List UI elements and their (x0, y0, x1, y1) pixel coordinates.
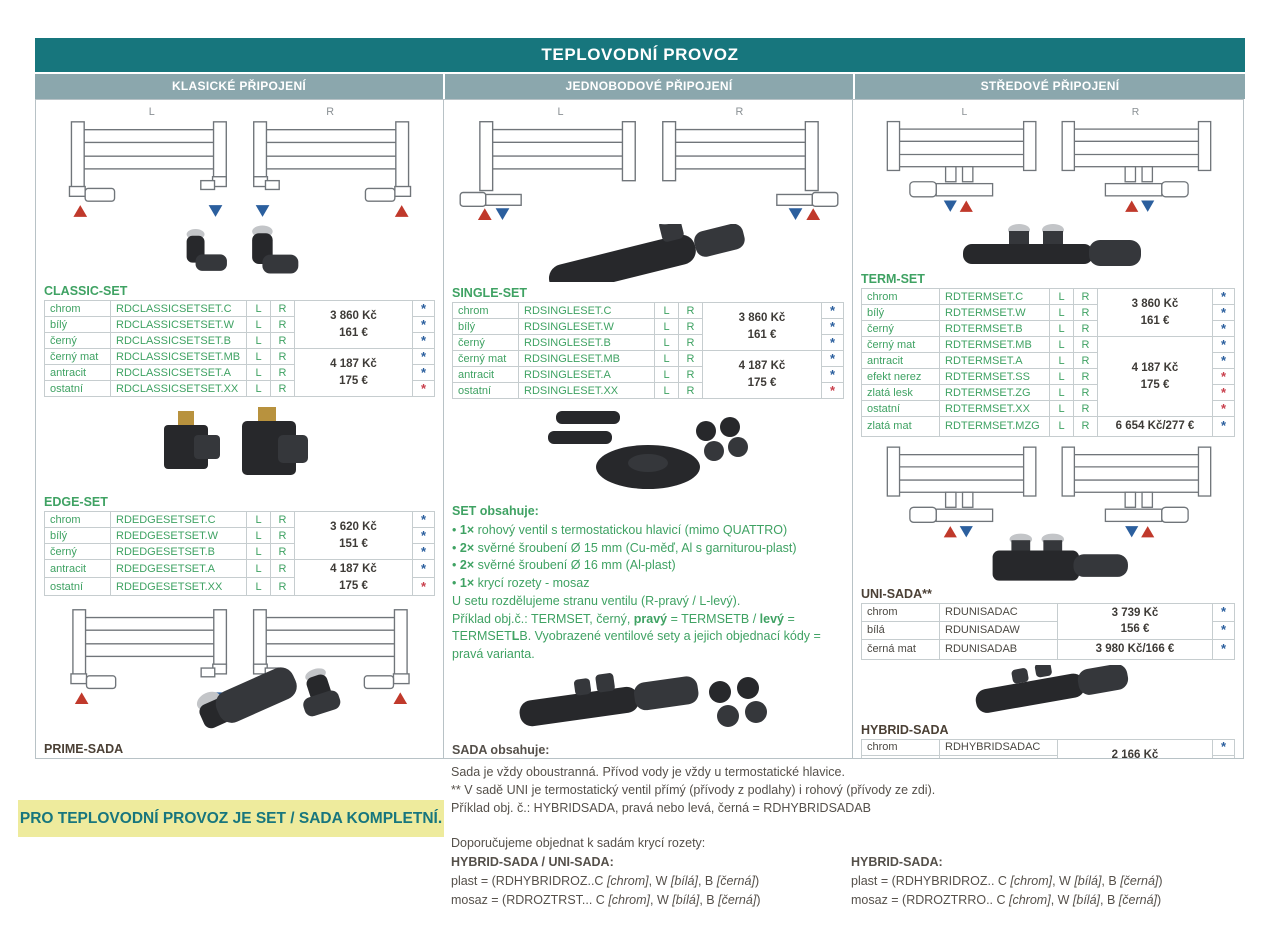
availability-star-icon: * (822, 383, 844, 399)
column-header-klasicke: KLASICKÉ PŘIPOJENÍ (35, 74, 443, 99)
red-up-triangle-icon (944, 526, 957, 537)
set-info-bullet: • 2× svěrné šroubení Ø 16 mm (Al-plast) (452, 558, 676, 573)
rozety-block-a-title: HYBRID-SADA / UNI-SADA: (451, 855, 614, 869)
cell-color-name: bílý (45, 528, 111, 544)
cell-price: 3 980 Kč/166 € (1058, 640, 1213, 660)
diagram-label-l: L (557, 105, 564, 118)
cell-left-variant: L (1050, 369, 1074, 385)
spec-table (44, 758, 435, 759)
cell-color-name: černý (45, 544, 111, 560)
cell-right-variant: R (1074, 353, 1098, 369)
single-connection-diagram (452, 104, 846, 222)
cell-left-variant: L (247, 349, 271, 365)
availability-star-icon: * (1213, 305, 1235, 321)
cell-order-code: RDCLASSICSETSET.XX (111, 381, 247, 397)
note-oboustranna: Sada je vždy oboustranná. Přívod vody je vždy u termostatické hlavice. (451, 765, 845, 779)
table-row (45, 349, 435, 365)
bottom-notes (451, 763, 1171, 817)
cell-price: 4 187 Kč 175 € (295, 560, 413, 596)
cell-color-name: černá mat (862, 640, 940, 660)
cell-right-variant: R (271, 544, 295, 560)
cell-color-name: černý (453, 335, 519, 351)
content-frame (35, 38, 1245, 759)
cell-left-variant: L (247, 301, 271, 317)
rozety-block-a-plast: plast = (RDHYBRIDROZ..C [chrom], W [bílá], B [černá]) (451, 873, 760, 888)
availability-star-icon: * (413, 544, 435, 560)
blue-down-triangle-icon (496, 208, 510, 220)
cell-left-variant: L (247, 544, 271, 560)
table-row (862, 739, 1235, 755)
availability-star-icon: * (413, 560, 435, 578)
prime-sada-table (44, 758, 435, 759)
set-info-bullet: • 1× rohový ventil s termostatickou hlavicí (mimo QUATTRO) (452, 522, 788, 537)
cell-order-code: RDEDGESETSET.W (111, 528, 247, 544)
set-info-para2: Příklad obj.č.: TERMSET, černý, pravý = TERMSETB / levý = TERMSETLB. Vyobrazené ventilové sety a jejich objednací kódy = pravá varianta. (452, 611, 821, 661)
red-up-triangle-icon (393, 693, 407, 705)
cell-price: 3 860 Kč 161 € (1098, 289, 1213, 337)
cell-order-code: RDSINGLESET.XX (519, 383, 655, 399)
cell-price: 4 187 Kč 175 € (1098, 337, 1213, 417)
classic-connection-diagram (44, 104, 436, 222)
classic-set-title: CLASSIC-SET (44, 284, 128, 298)
set-info-title: SET obsahuje: (452, 504, 539, 518)
cell-price: 2 166 Kč (1058, 739, 1213, 759)
table-row (45, 512, 435, 528)
cell-left-variant: L (1050, 353, 1074, 369)
cell-right-variant: R (679, 319, 703, 335)
cell-order-code: RDUNISADAB (940, 640, 1058, 660)
cell-order-code: RDTERMSET.A (940, 353, 1050, 369)
cell-right-variant: R (271, 512, 295, 528)
availability-star-icon: * (1213, 401, 1235, 417)
hybrid-sada-photo (948, 665, 1148, 719)
cell-right-variant: R (1074, 305, 1098, 321)
cell-price: 3 860 Kč 161 € (295, 301, 413, 349)
availability-star-icon: * (1213, 417, 1235, 437)
availability-star-icon: * (413, 301, 435, 317)
cell-left-variant: L (247, 365, 271, 381)
edge-set-table (44, 511, 435, 596)
cell-left-variant: L (247, 560, 271, 578)
cell-right-variant: R (271, 578, 295, 596)
cell-left-variant: L (655, 351, 679, 367)
set-info-bullet: • 2× svěrné šroubení Ø 15 mm (Cu-měď, Al s garniturou-plast) (452, 540, 797, 555)
cell-color-name: bílý (862, 305, 940, 321)
set-info-bullet: • 1× krycí rozety - mosaz (452, 576, 590, 590)
hybrid-sada-table (861, 739, 1235, 759)
cell-color-name: černý mat (862, 337, 940, 353)
spec-table (861, 603, 1235, 660)
cell-order-code: RDTERMSET.B (940, 321, 1050, 337)
cell-color-name: zlatá lesk (862, 385, 940, 401)
availability-star-icon: * (1213, 369, 1235, 385)
spec-table (44, 300, 435, 397)
blue-down-triangle-icon (1125, 526, 1138, 537)
uni-sada-title: UNI-SADA** (861, 586, 932, 601)
table-row (453, 303, 844, 319)
rozety-block-a-mosaz: mosaz = (RDROZTRST... C [chrom], W [bílá], B [černá]) (451, 892, 761, 907)
red-up-triangle-icon (806, 208, 820, 220)
cell-order-code: RDTERMSET.SS (940, 369, 1050, 385)
cell-left-variant: L (655, 303, 679, 319)
availability-star-icon: * (1213, 353, 1235, 369)
diagram-label-r: R (1131, 107, 1140, 118)
recommend-note: Doporučujeme objednat k sadám krycí rozety: (451, 836, 706, 850)
cell-left-variant: L (655, 367, 679, 383)
availability-star-icon: * (822, 367, 844, 383)
cell-color-name: chrom (862, 289, 940, 305)
availability-star-icon: * (413, 333, 435, 349)
cell-right-variant: R (679, 367, 703, 383)
column-header-jednobodove: JEDNOBODOVÉ PŘIPOJENÍ (445, 74, 853, 99)
availability-star-icon: * (413, 317, 435, 333)
diagram-label-l: L (148, 105, 155, 118)
cell-order-code: RDSINGLESET.A (519, 367, 655, 383)
cell-order-code: RDHYBRIDSADAC (940, 739, 1058, 755)
term-connection-diagram (861, 104, 1237, 220)
red-up-triangle-icon (395, 205, 409, 217)
cell-color-name: černý (45, 333, 111, 349)
uni-connection-diagram (861, 441, 1237, 583)
uni-sada-photo (993, 533, 1128, 580)
term-set-table (861, 288, 1235, 437)
prime-sada-title: PRIME-SADA (44, 742, 124, 757)
cell-color-name: černý (862, 321, 940, 337)
sada-info-title: SADA obsahuje: (452, 742, 550, 757)
cell-left-variant: L (247, 578, 271, 596)
single-set-table (452, 302, 844, 399)
single-set-title: SINGLE-SET (452, 286, 528, 300)
cell-order-code: RDTERMSET.W (940, 305, 1050, 321)
column-headers (35, 74, 1245, 99)
cell-order-code: RDUNISADAW (940, 621, 1058, 639)
availability-star-icon: * (1213, 289, 1235, 305)
cell-left-variant: L (247, 317, 271, 333)
blue-down-triangle-icon (1141, 201, 1154, 212)
uni-sada-table (861, 603, 1235, 660)
cell-right-variant: R (679, 303, 703, 319)
availability-star-icon: * (1213, 621, 1235, 639)
red-up-triangle-icon (75, 693, 89, 705)
single-set-photo (528, 224, 768, 282)
cell-left-variant: L (1050, 337, 1074, 353)
availability-star-icon: * (413, 528, 435, 544)
diagram-label-l: L (961, 107, 968, 118)
set-info-para1: U setu rozdělujeme stranu ventilu (R-pravý / L-levý). (452, 593, 741, 608)
cell-color-name: chrom (45, 301, 111, 317)
availability-star-icon: * (413, 578, 435, 596)
page-title: TEPLOVODNÍ PROVOZ (35, 38, 1245, 72)
blue-down-triangle-icon (209, 205, 223, 217)
cell-price: 4 187 Kč 175 € (703, 351, 822, 399)
cell-order-code: RDEDGESETSET.B (111, 544, 247, 560)
availability-star-icon: * (413, 349, 435, 365)
cell-right-variant: R (271, 301, 295, 317)
availability-star-icon (1213, 755, 1235, 759)
cell-left-variant: L (247, 512, 271, 528)
table-row (45, 560, 435, 578)
cell-right-variant: R (271, 333, 295, 349)
cell-left-variant: L (247, 528, 271, 544)
cell-color-name: antracit (45, 560, 111, 578)
availability-star-icon: * (1213, 739, 1235, 755)
cell-right-variant: R (271, 349, 295, 365)
availability-star-icon: * (413, 365, 435, 381)
cell-color-name: ostatní (45, 381, 111, 397)
note-priklad: Příklad obj. č.: HYBRIDSADA, pravá nebo levá, černá = RDHYBRIDSADAB (451, 801, 871, 816)
availability-star-icon: * (1213, 337, 1235, 353)
cell-right-variant: R (271, 365, 295, 381)
cell-order-code: RDEDGESETSET.C (111, 512, 247, 528)
cell-order-code: RDEDGESETSET.A (111, 560, 247, 578)
set-info-block (452, 503, 844, 664)
cell-color-name: chrom (453, 303, 519, 319)
cell-left-variant: L (1050, 417, 1074, 437)
availability-star-icon: * (822, 351, 844, 367)
column-stredove (852, 99, 1244, 759)
hybrid-sada-title: HYBRID-SADA (861, 722, 949, 737)
cell-order-code: RDTERMSET.XX (940, 401, 1050, 417)
cell-right-variant: R (271, 528, 295, 544)
availability-star-icon: * (822, 335, 844, 351)
blue-down-triangle-icon (789, 208, 803, 220)
cell-order-code: RDCLASSICSETSET.A (111, 365, 247, 381)
cell-color-name: antracit (862, 353, 940, 369)
rozety-block-hybrid (851, 853, 1241, 909)
cell-right-variant: R (679, 335, 703, 351)
cell-right-variant: R (1074, 417, 1098, 437)
cell-right-variant: R (679, 383, 703, 399)
table-row (453, 351, 844, 367)
cell-left-variant: L (1050, 289, 1074, 305)
sada-info-block (452, 742, 844, 759)
cell-price: 6 654 Kč/277 € (1098, 417, 1213, 437)
cell-right-variant: R (679, 351, 703, 367)
table-row (862, 603, 1235, 621)
availability-star-icon: * (1213, 321, 1235, 337)
rozety-block-b-plast: plast = (RDHYBRIDROZ.. C [chrom], W [bílá], B [černá]) (851, 873, 1163, 888)
spec-table (44, 511, 435, 596)
cell-color-name: bílá (862, 621, 940, 639)
cell-order-code: RDTERMSET.C (940, 289, 1050, 305)
availability-star-icon: * (822, 319, 844, 335)
rozety-block-hybrid-uni (451, 853, 841, 909)
cell-order-code (940, 755, 1058, 759)
red-up-triangle-icon (960, 201, 973, 212)
availability-star-icon: * (413, 381, 435, 397)
cell-order-code: RDCLASSICSETSET.B (111, 333, 247, 349)
rozety-block-b-title: HYBRID-SADA: (851, 855, 943, 869)
cell-right-variant: R (1074, 385, 1098, 401)
column-jednobodove (443, 99, 853, 759)
cell-color-name: bílý (453, 319, 519, 335)
edge-set-photo (150, 405, 330, 491)
cell-left-variant: L (1050, 385, 1074, 401)
cell-color-name: chrom (45, 512, 111, 528)
cell-color-name (862, 755, 940, 759)
cell-order-code: RDSINGLESET.B (519, 335, 655, 351)
cell-left-variant: L (1050, 401, 1074, 417)
cell-order-code: RDCLASSICSETSET.W (111, 317, 247, 333)
cell-order-code: RDEDGESETSET.XX (111, 578, 247, 596)
cell-color-name: efekt nerez (862, 369, 940, 385)
cell-order-code: RDCLASSICSETSET.C (111, 301, 247, 317)
cell-right-variant: R (1074, 369, 1098, 385)
cell-left-variant: L (655, 319, 679, 335)
red-up-triangle-icon (73, 205, 87, 217)
cell-order-code: RDTERMSET.ZG (940, 385, 1050, 401)
set-parts-photo (528, 405, 768, 499)
cell-color-name: zlatá mat (862, 417, 940, 437)
column-klasicke (35, 99, 444, 759)
cell-order-code: RDUNISADAC (940, 603, 1058, 621)
cell-price: 3 739 Kč 156 € (1058, 603, 1213, 639)
cell-color-name: černý mat (45, 349, 111, 365)
diagram-label-r: R (735, 105, 744, 118)
availability-star-icon: * (1213, 603, 1235, 621)
cell-right-variant: R (271, 317, 295, 333)
cell-price: 3 620 Kč 151 € (295, 512, 413, 560)
term-set-photo (933, 222, 1163, 268)
cell-color-name: bílý (45, 317, 111, 333)
cell-right-variant: R (271, 381, 295, 397)
cell-order-code: RDTERMSET.MZG (940, 417, 1050, 437)
cell-left-variant: L (247, 381, 271, 397)
cell-left-variant: L (1050, 321, 1074, 337)
cell-left-variant: L (655, 335, 679, 351)
cell-right-variant: R (1074, 337, 1098, 353)
table-row (45, 301, 435, 317)
table-row (862, 640, 1235, 660)
column-header-stredove: STŘEDOVÉ PŘIPOJENÍ (855, 74, 1245, 99)
availability-star-icon: * (1213, 640, 1235, 660)
availability-star-icon: * (822, 303, 844, 319)
classic-set-photo (140, 224, 340, 280)
spec-table (861, 288, 1235, 437)
edge-set-title: EDGE-SET (44, 495, 108, 509)
prime-connection-diagram (44, 602, 436, 738)
diagram-label-r: R (326, 105, 335, 118)
table-row (862, 337, 1235, 353)
note-uni: ** V sadě UNI je termostatický ventil přímý (přívody z podlahy) i rohový (přívody ze zdi). (451, 783, 936, 798)
cell-color-name: antracit (45, 365, 111, 381)
spec-table (452, 302, 844, 399)
blue-down-triangle-icon (944, 201, 957, 212)
cell-color-name: chrom (862, 739, 940, 755)
cell-left-variant: L (1050, 305, 1074, 321)
red-up-triangle-icon (1141, 526, 1154, 537)
cell-left-variant: L (247, 333, 271, 349)
blue-down-triangle-icon (960, 526, 973, 537)
blue-down-triangle-icon (256, 205, 270, 217)
cell-color-name: ostatní (453, 383, 519, 399)
term-set-title: TERM-SET (861, 272, 925, 286)
cell-right-variant: R (1074, 321, 1098, 337)
cell-order-code: RDTERMSET.MB (940, 337, 1050, 353)
cell-color-name: černý mat (453, 351, 519, 367)
cell-color-name: ostatní (45, 578, 111, 596)
cell-order-code: RDSINGLESET.C (519, 303, 655, 319)
red-up-triangle-icon (1125, 201, 1138, 212)
cell-left-variant: L (655, 383, 679, 399)
table-row (862, 289, 1235, 305)
sada-photo (498, 668, 798, 738)
cell-right-variant: R (1074, 289, 1098, 305)
availability-star-icon: * (1213, 385, 1235, 401)
classic-set-table (44, 300, 435, 397)
cell-order-code: RDCLASSICSETSET.MB (111, 349, 247, 365)
table-row (862, 417, 1235, 437)
cell-right-variant: R (271, 560, 295, 578)
cell-price: 4 187 Kč 175 € (295, 349, 413, 397)
cell-right-variant: R (1074, 401, 1098, 417)
cell-color-name: chrom (862, 603, 940, 621)
cell-color-name: ostatní (862, 401, 940, 417)
spec-table (861, 739, 1235, 759)
rozety-block-b-mosaz: mosaz = (RDROZTRRO.. C [chrom], W [bílá], B [černá]) (851, 892, 1162, 907)
cell-order-code: RDSINGLESET.W (519, 319, 655, 335)
cell-color-name: antracit (453, 367, 519, 383)
cell-price: 3 860 Kč 161 € (703, 303, 822, 351)
availability-star-icon: * (413, 512, 435, 528)
complete-set-banner: PRO TEPLOVODNÍ PROVOZ JE SET / SADA KOMPLETNÍ. (18, 800, 444, 837)
red-up-triangle-icon (478, 208, 492, 220)
cell-order-code: RDSINGLESET.MB (519, 351, 655, 367)
